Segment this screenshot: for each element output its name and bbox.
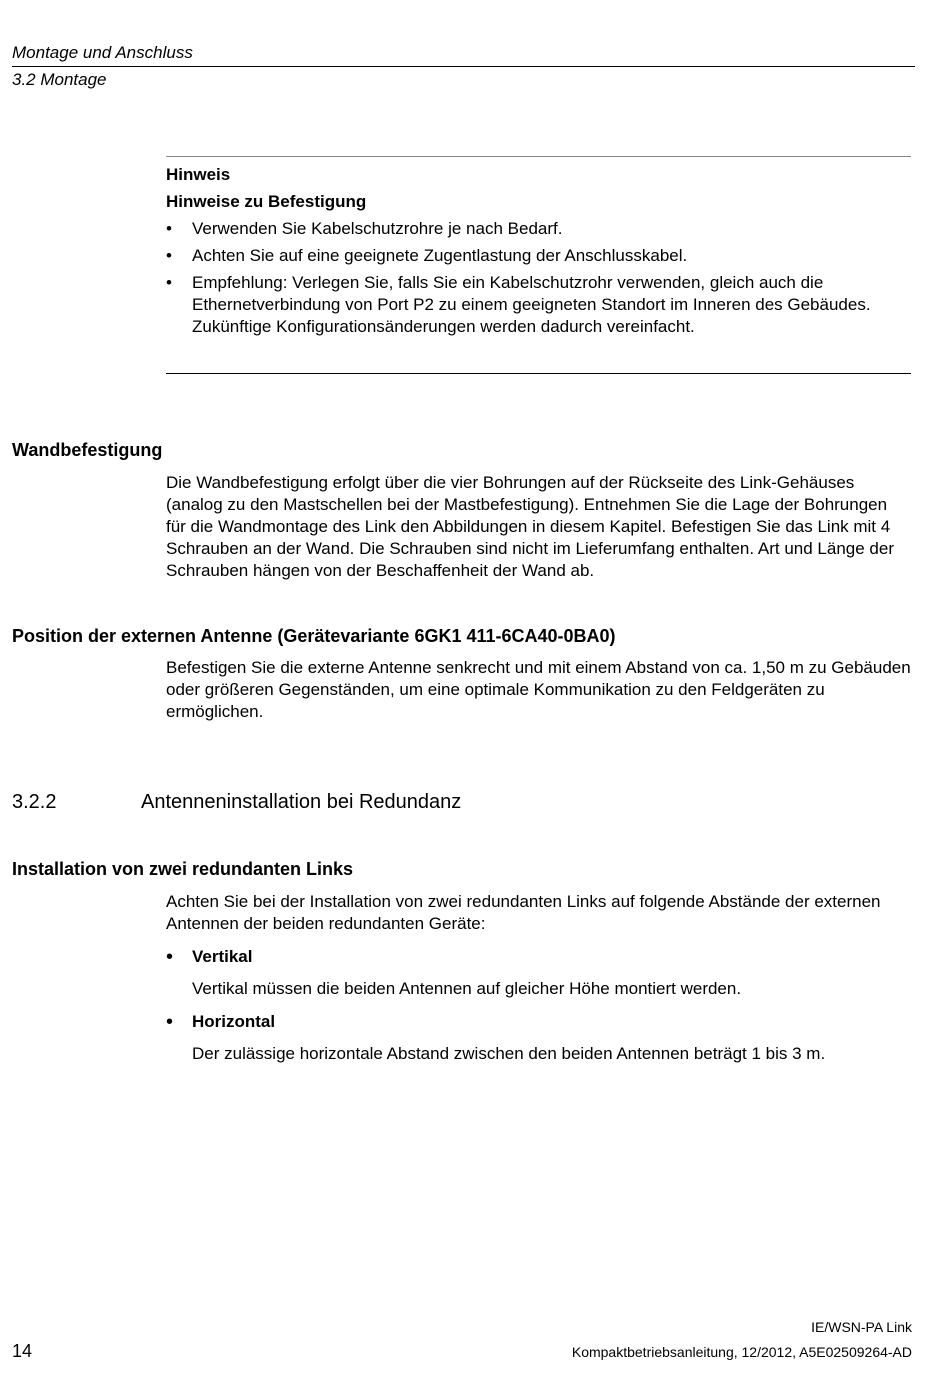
note-item: Verwenden Sie Kabelschutzrohre je nach Bedarf.	[192, 219, 563, 238]
note-title: Hinweise zu Befestigung	[166, 192, 367, 211]
wall-heading: Wandbefestigung	[12, 440, 163, 460]
antenna-paragraph: Befestigen Sie die externe Antenne senkrecht und mit einem Abstand von ca. 1,50 m zu Gebäuden oder größeren Gegenständen, um eine optimale Kommunikation zu den Feldgeräten zu ermöglichen.	[166, 658, 911, 721]
list-item-title: Horizontal	[192, 1012, 276, 1031]
antenna-heading: Position der externen Antenne (Gerätevariante 6GK1 411-6CA40-0BA0)	[12, 626, 616, 646]
bullet-icon: •	[166, 273, 172, 292]
bullet-icon: •	[166, 246, 172, 265]
list-item-text: Vertikal müssen die beiden Antennen auf gleicher Höhe montiert werden.	[192, 979, 742, 998]
section-number: 3.2.2	[12, 791, 57, 813]
bullet-icon: •	[166, 219, 172, 238]
note-item: Achten Sie auf eine geeignete Zugentlastung der Anschlusskabel.	[192, 246, 688, 265]
bullet-icon: •	[166, 1011, 174, 1033]
note-label: Hinweis	[166, 165, 231, 184]
running-header-section: 3.2 Montage	[12, 70, 107, 89]
page-number: 14	[12, 1341, 33, 1361]
redundant-heading: Installation von zwei redundanten Links	[12, 859, 354, 879]
list-item-text: Der zulässige horizontale Abstand zwischen den beiden Antennen beträgt 1 bis 3 m.	[192, 1044, 826, 1063]
list-item-title: Vertikal	[192, 947, 253, 966]
footer-doc-info: Kompaktbetriebsanleitung, 12/2012, A5E02509264-AD	[571, 1344, 912, 1360]
redundant-intro: Achten Sie bei der Installation von zwei redundanten Links auf folgende Abstände der externen Antennen der beiden redundanten Geräte:	[166, 892, 881, 933]
running-header-chapter: Montage und Anschluss	[12, 43, 193, 62]
footer-product: IE/WSN-PA Link	[811, 1319, 912, 1335]
note-top-rule	[166, 156, 911, 157]
header-rule	[12, 66, 915, 67]
note-item: Empfehlung: Verlegen Sie, falls Sie ein Kabelschutzrohr verwenden, gleich auch die Ethernetverbindung von Port P2 zu einem geeigneten Standort im Inneren des Gebäudes. Zukünftige Konfigurationsänderungen werden dadurch vereinfacht.	[192, 273, 871, 336]
section-title: Antenneninstallation bei Redundanz	[141, 791, 462, 813]
bullet-icon: •	[166, 946, 174, 968]
wall-paragraph: Die Wandbefestigung erfolgt über die vier Bohrungen auf der Rückseite des Link-Gehäuses (analog zu den Mastschellen bei der Mastbefestigung). Entnehmen Sie die Lage der Bohrungen für die Wandmontage des Link den Abbildungen in diesem Kapitel. Befestigen Sie das Link mit 4 Schrauben an der Wand. Die Schrauben sind nicht im Lieferumfang enthalten. Art und Länge der Schrauben hängen von der Beschaffenheit der Wand ab.	[166, 473, 894, 580]
note-bottom-rule	[166, 373, 911, 374]
